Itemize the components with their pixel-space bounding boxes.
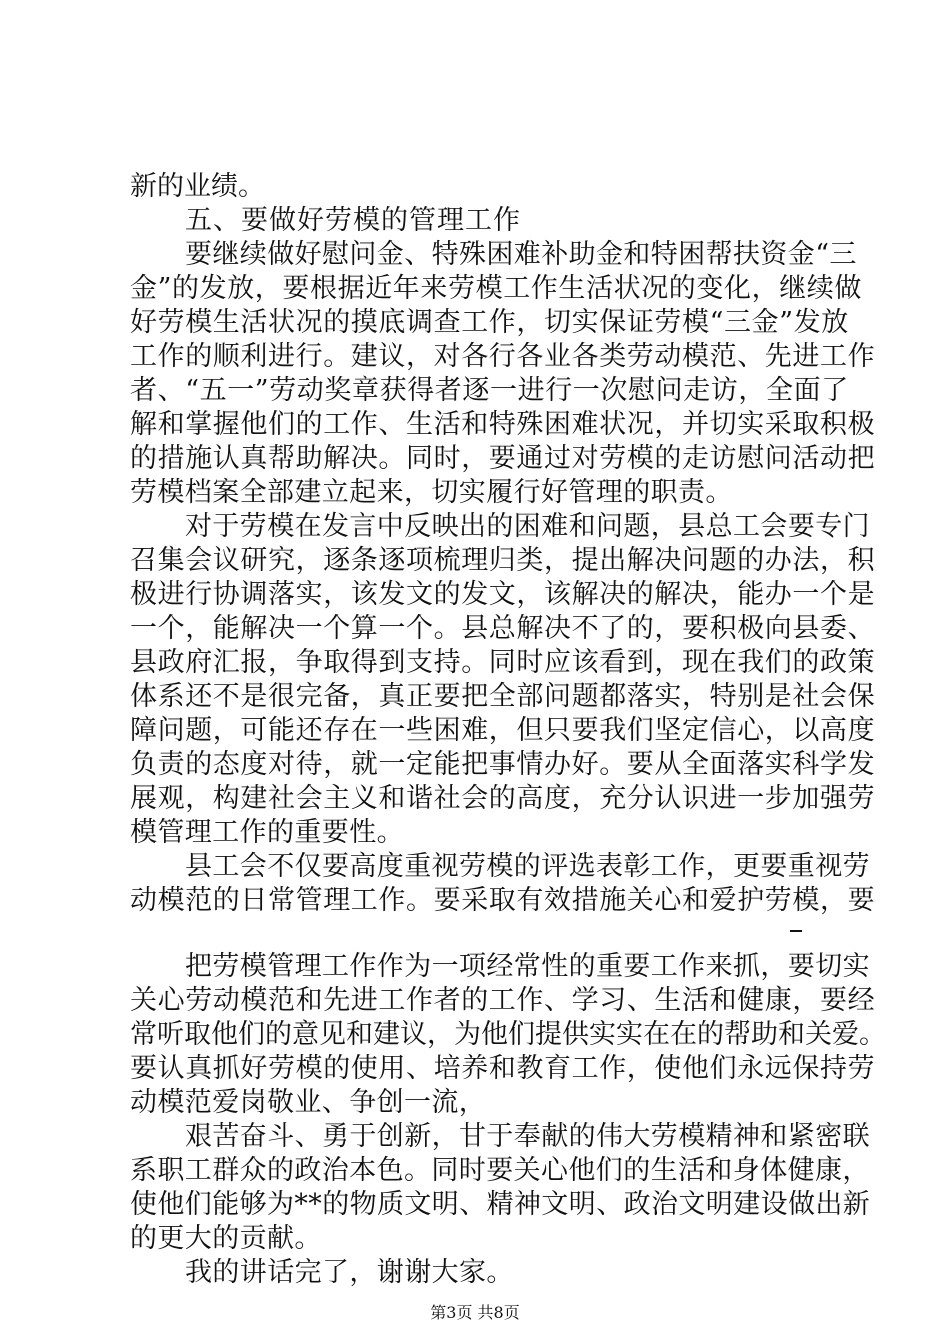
line-text: 一个，能解决一个算一个。县总解决不了的，要积极向县委、 bbox=[130, 613, 876, 644]
line-text: 劳模档案全部建立起来，切实履行好管理的职责。 bbox=[130, 477, 733, 508]
line-text: 动模范的日常管理工作。要采取有效措施关心和爱护劳模，要 bbox=[130, 885, 876, 916]
line-text: 我的讲话完了，谢谢大家。 bbox=[185, 1257, 514, 1288]
line-text: 者、“五一”劳动奖章获得者逐一进行一次慰问走访，全面了 bbox=[130, 375, 849, 406]
page-number: 第3页 共8页 bbox=[430, 1303, 520, 1322]
line-text: 工作的顺利进行。建议，对各行各业各类劳动模范、先进工作 bbox=[130, 341, 876, 372]
line-text: 系职工群众的政治本色。同时要关心他们的生活和身体健康， bbox=[130, 1155, 870, 1186]
line-text: 展观，构建社会主义和谐社会的高度，充分认识进一步加强劳 bbox=[130, 783, 876, 814]
line-text: 模管理工作的重要性。 bbox=[130, 817, 404, 848]
line-text: 障问题，可能还存在一些困难，但只要我们坚定信心，以高度 bbox=[130, 715, 876, 746]
line-text: 对于劳模在发言中反映出的困难和问题，县总工会要专门 bbox=[185, 511, 870, 542]
line-text: 使他们能够为**的物质文明、精神文明、政治文明建设做出新 bbox=[130, 1189, 871, 1220]
line-text: 新的业绩。 bbox=[130, 171, 265, 202]
line-text: 关心劳动模范和先进工作者的工作、学习、生活和健康，要经 bbox=[130, 985, 876, 1016]
line-text: 常听取他们的意见和建议，为他们提供实实在在的帮助和关爱。 bbox=[130, 1019, 886, 1050]
page-break-mark bbox=[790, 930, 802, 932]
line-text: 要认真抓好劳模的使用、培养和教育工作，使他们永远保持劳 bbox=[130, 1053, 876, 1084]
line-text: 召集会议研究，逐条逐项梳理归类，提出解决问题的办法，积 bbox=[130, 545, 876, 576]
page-footer bbox=[0, 1302, 950, 1324]
line-text: 好劳模生活状况的摸底调查工作，切实保证劳模“三金”发放 bbox=[130, 307, 849, 338]
line-text: 的措施认真帮助解决。同时，要通过对劳模的走访慰问活动把 bbox=[130, 443, 876, 474]
line-text: 艰苦奋斗、勇于创新，甘于奉献的伟大劳模精神和紧密联 bbox=[185, 1121, 870, 1152]
line-text: 动模范爱岗敬业、争创一流， bbox=[130, 1087, 487, 1118]
line-text: 五、要做好劳模的管理工作 bbox=[185, 205, 521, 236]
line-text: 把劳模管理工作作为一项经常性的重要工作来抓，要切实 bbox=[185, 951, 870, 982]
line-text: 极进行协调落实，该发文的发文，该解决的解决，能办一个是 bbox=[130, 579, 876, 610]
line-text: 的更大的贡献。 bbox=[130, 1223, 322, 1254]
line-text: 要继续做好慰问金、特殊困难补助金和特困帮扶资金“三 bbox=[185, 239, 857, 270]
line-text: 金”的发放，要根据近年来劳模工作生活状况的变化，继续做 bbox=[130, 273, 863, 304]
line-text: 县政府汇报，争取得到支持。同时应该看到，现在我们的政策 bbox=[130, 647, 876, 678]
line-text: 解和掌握他们的工作、生活和特殊困难状况，并切实采取积极 bbox=[130, 409, 876, 440]
line-text: 体系还不是很完备，真正要把全部问题都落实，特别是社会保 bbox=[130, 681, 876, 712]
line-text: 负责的态度对待，就一定能把事情办好。要从全面落实科学发 bbox=[130, 749, 876, 780]
line-text: 县工会不仅要高度重视劳模的评选表彰工作，更要重视劳 bbox=[185, 851, 870, 882]
